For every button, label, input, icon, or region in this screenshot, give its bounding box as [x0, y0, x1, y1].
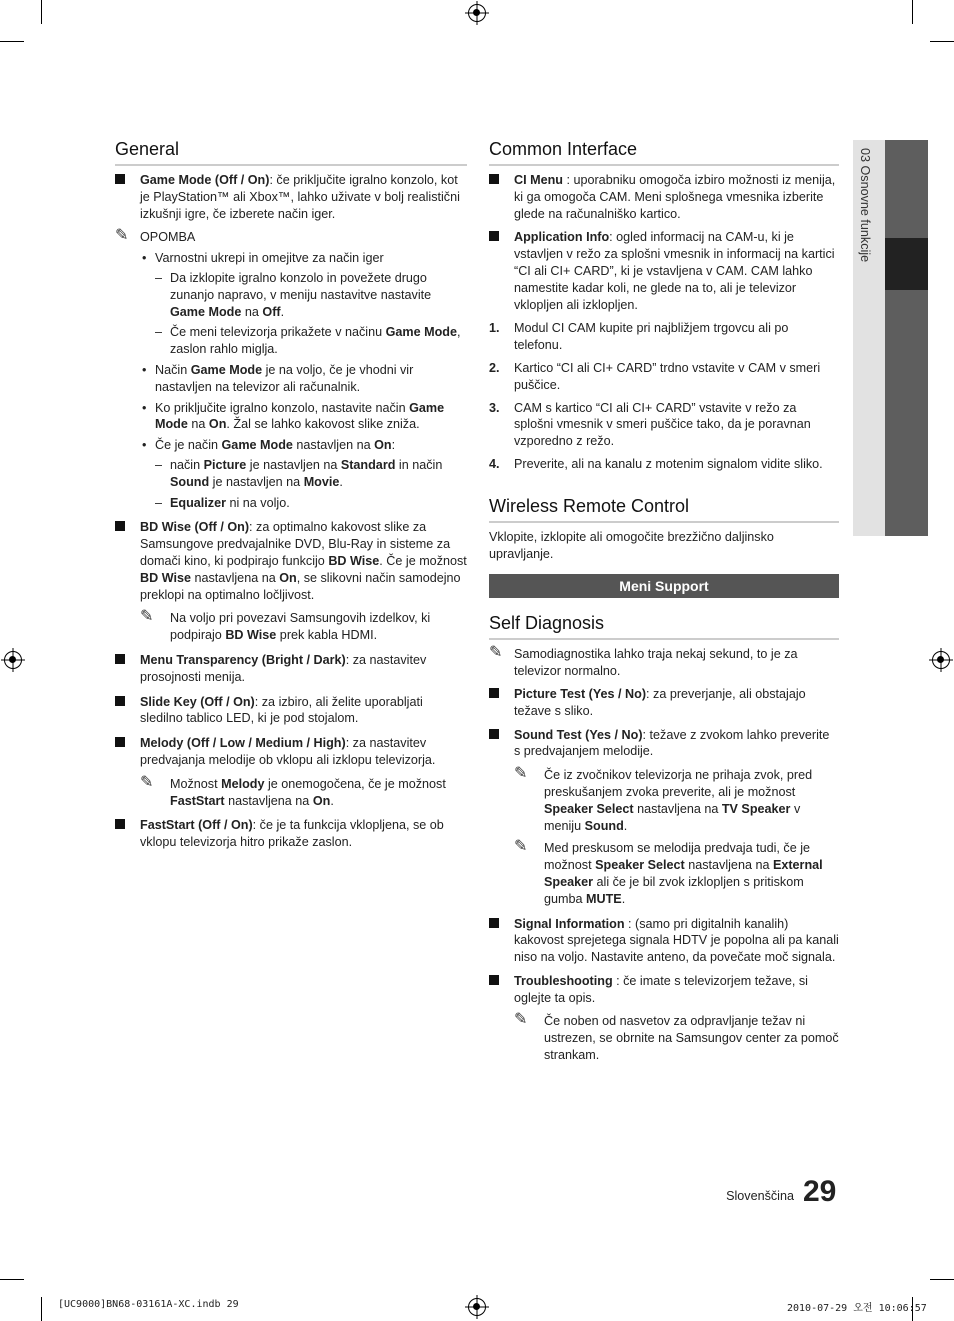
bullet-text: Varnostni ukrepi in omejitve za način iger — [155, 251, 384, 266]
crop-mark — [0, 41, 24, 42]
note-item: ✎ Med preskusom se melodija predvaja tudi, če je možnost Speaker Select nastavljena na External Speaker ali če je bil zvok izklopljen s pritiskom gumba MUTE. — [514, 838, 823, 906]
square-bullet-icon — [489, 975, 499, 985]
list-item-bd-wise: BD Wise (Off / On): za optimalno kakovost slike za Samsungove predvajalnike DVD, Blu-Ray in sisteme za domači kino, ki podpirajo funkcijo BD Wise. Če je možnost BD Wise nastavljena na On, se slikovni način samodejno preklopi na optimalno ločljivost. — [115, 519, 467, 603]
section-common-interface — [489, 138, 839, 473]
pencil-note-icon: ✎ — [514, 1011, 528, 1029]
square-bullet-icon — [115, 654, 125, 664]
crop-mark — [912, 0, 913, 24]
option-text: : če priključite igralno konzolo, kot je PlayStation™ ali Xbox™, lahko uživate v bolj realističnі izkušnji igre, če izberete način iger. — [140, 173, 460, 221]
section-self-diagnosis — [489, 612, 839, 1064]
crop-mark — [41, 0, 42, 24]
page-number: 29 — [803, 1175, 837, 1208]
crop-mark — [930, 41, 954, 42]
right-column — [489, 138, 839, 1070]
square-bullet-icon — [115, 696, 125, 706]
pencil-note-icon: ✎ — [514, 765, 528, 783]
section-banner: Meni Support — [489, 574, 839, 598]
list-item-menu-transparency: Menu Transparency (Bright / Dark): za nastavitev prosojnosti menija. — [115, 652, 467, 686]
square-bullet-icon — [489, 918, 499, 928]
dash-item: – Equalizer ni na voljo. — [155, 495, 290, 510]
note-heading — [115, 229, 467, 246]
note-item: ✎ Možnost Melody je onemogočena, če je možnost FastStart nastavljena na On. — [140, 773, 446, 808]
footer-language: Slovenščina — [726, 1189, 794, 1203]
list-item-melody: Melody (Off / Low / Medium / High): za nastavitev predvajanja melodije ob vklopu ali izklopu televizorja. — [115, 735, 467, 769]
list-item-ci-menu: CI Menu : uporabniku omogoča izbiro možnosti iz menija, ki ga omogoča CAM. Meni splošnega vmesnika izberite glede na računalniško kartico. — [489, 172, 839, 222]
list-item-picture-test: Picture Test (Yes / No): za preverjanje, ali obstajajo težave s sliko. — [489, 686, 839, 720]
registration-mark-icon — [468, 4, 486, 22]
square-bullet-icon — [115, 737, 125, 747]
crop-mark — [930, 1279, 954, 1280]
bullet-item: • Če je način Game Mode nastavljen na On: — [142, 438, 396, 453]
registration-mark-icon — [468, 1298, 486, 1316]
print-slug-left: [UC9000]BN68-03161A-XC.indb 29 — [58, 1299, 239, 1310]
bullet-item: • Način Game Mode je na voljo, če je vhodni vir nastavljen na televizor ali računalnik. — [142, 362, 414, 394]
pencil-note-icon: ✎ — [514, 838, 528, 856]
bullet-item: • Varnostni ukrepi in omejitve za način iger — [142, 251, 384, 266]
note-item: ✎ Če noben od nasvetov za odpravljanje težav ni ustrezen, se obrnite na Samsungov center za pomoč strankam. — [514, 1011, 839, 1063]
numbered-step: 2. Kartico “CI ali CI+ CARD” trdno vstavite v CAM v smeri puščice. — [489, 360, 821, 392]
section-title-wireless-remote-control: Wireless Remote Control — [489, 495, 839, 523]
numbered-step: 1. Modul CI CAM kupite pri najbližjem trgovcu ali po telefonu. — [489, 321, 789, 353]
pencil-note-icon: ✎ — [489, 644, 503, 662]
list-item-slide-key: Slide Key (Off / On): za izbiro, ali želite uporabljati sledilno tablico LED, ki je pod stojalom. — [115, 694, 467, 728]
dash-item: – Da izklopite igralno konzolo in povežete drugo zunanjo napravo, v meniju nastavitve nastavite Game Mode na Off. — [155, 270, 432, 319]
section-title-general: General — [115, 138, 467, 166]
pencil-note-icon: ✎ — [115, 227, 129, 245]
dash-item: – Če meni televizorja prikažete v načinu Game Mode, zaslon rahlo miglja. — [155, 325, 461, 357]
note-item: ✎ Na voljo pri povezavi Samsungovih izdelkov, ki podpirajo BD Wise prek kabla HDMI. — [140, 608, 431, 643]
numbered-step: 3. CAM s kartico “CI ali CI+ CARD” vstavite v režo za splošni vmesnik v smeri puščice tako, da je poravnan vzporedno z režo. — [489, 400, 811, 449]
list-item-game-mode — [115, 172, 467, 222]
pencil-note-icon: ✎ — [140, 608, 154, 626]
square-bullet-icon — [115, 521, 125, 531]
square-bullet-icon — [115, 174, 125, 184]
note-label: OPOMBA — [140, 230, 196, 245]
registration-mark-icon — [4, 651, 22, 669]
square-bullet-icon — [489, 231, 499, 241]
square-bullet-icon — [489, 174, 499, 184]
print-slug-right: 2010-07-29 오전 10:06:57 — [787, 1303, 927, 1314]
list-item-sound-test: Sound Test (Yes / No): težave z zvokom lahko preverite s predvajanjem melodije. — [489, 727, 839, 761]
square-bullet-icon — [489, 688, 499, 698]
side-tab-marker — [885, 238, 928, 290]
crop-mark — [41, 1297, 42, 1321]
left-column — [115, 138, 467, 858]
note-item: ✎ Če iz zvočnikov televizorja ne prihaja zvok, pred preskušanjem zvoka preverite, ali je možnost Speaker Select nastavljena na TV Speaker v meniju Sound. — [514, 765, 813, 833]
crop-mark — [0, 1279, 24, 1280]
dash-item: – način Picture je nastavljen na Standard in način Sound je nastavljen na Movie. — [155, 457, 443, 489]
list-item-troubleshooting: Troubleshooting : če imate s televizorjem težave, si oglejte ta opis. — [489, 973, 839, 1007]
square-bullet-icon — [489, 729, 499, 739]
section-title-common-interface: Common Interface — [489, 138, 839, 166]
option-label: Game Mode (Off / On) — [140, 173, 270, 187]
note-item: ✎ Samodiagnostika lahko traja nekaj sekund, to je za televizor normalno. — [489, 644, 798, 679]
square-bullet-icon — [115, 819, 125, 829]
side-tab-label: 03 Osnovne funkcije — [858, 148, 872, 263]
list-item-signal-information: Signal Information : (samo pri digitalnih kanalih) kakovost sprejetega signala HDTV je popolna ali pa kanali niso na voljo. Nastavite anteno, da povečate moč signala. — [489, 916, 839, 966]
list-item-application-info: Application Info: ogled informacij na CAM-u, ki je vstavljen v režo za splošni vmesnik in informacij na kartici “CI ali CI+ CARD”, ki je vstavljena v CAM. CAM lahko namestite kadar koli, ne glede na to, ali je televizor vklopljen ali izklopljen. — [489, 229, 839, 313]
numbered-step: 4. Preverite, ali na kanalu z motenim signalom vidite sliko. — [489, 456, 823, 471]
bullet-item: • Ko priključite igralno konzolo, nastavite način Game Mode na On. Žal se lahko kakovost slike zniža. — [142, 400, 445, 432]
list-item-faststart: FastStart (Off / On): če je ta funkcija vklopljena, se ob vklopu televizorja hitro prikaže zaslon. — [115, 817, 467, 851]
registration-mark-icon — [932, 651, 950, 669]
paragraph: Vklopite, izklopite ali omogočite brezžično daljinsko upravljanje. — [489, 529, 774, 561]
side-tab-dark-strip — [885, 140, 928, 536]
section-wireless-remote-control — [489, 495, 839, 563]
pencil-note-icon: ✎ — [140, 773, 154, 791]
section-title-self-diagnosis: Self Diagnosis — [489, 612, 839, 640]
